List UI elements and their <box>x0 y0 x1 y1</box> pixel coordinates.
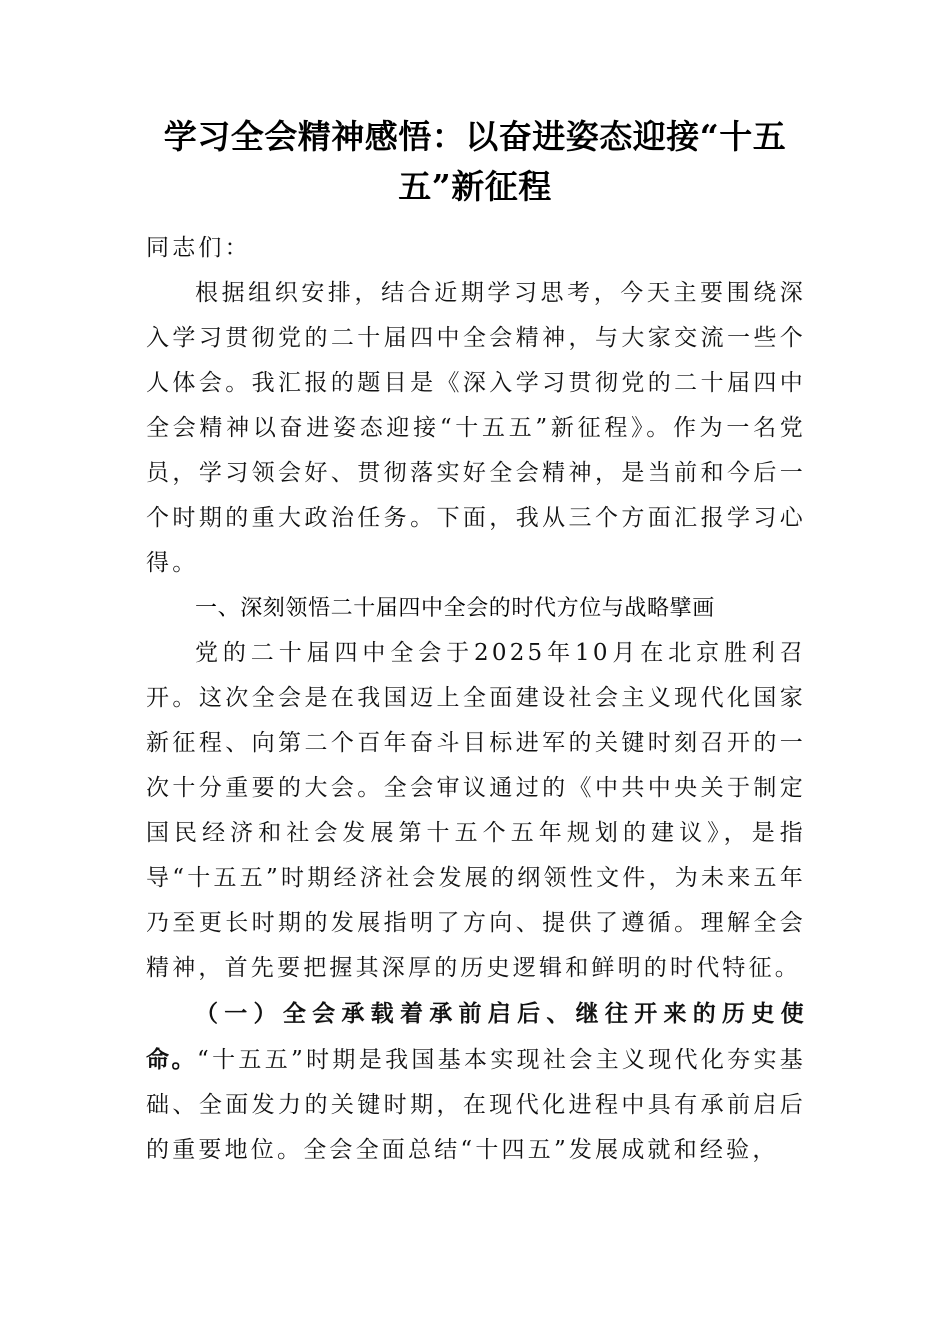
salutation: 同志们： <box>146 235 251 261</box>
document-body <box>146 226 806 1173</box>
section-heading-1: 一、深刻领悟二十届四中全会的时代方位与战略擘画 <box>195 596 715 621</box>
document-title: 学习全会精神感悟：以奋进姿态迎接“十五五”新征程 <box>163 117 787 206</box>
subsection-1-lead: （一）全会承载着承前启后、继往开来的历史使命。 <box>146 1000 806 1073</box>
subsection-1-text: “十五五”时期是我国基本实现社会主义现代化夯实基础、全面发力的关键时期，在现代化进程中具有承前启后的重要地位。全会全面总结“十四五”发展成就和经验， <box>146 1047 806 1163</box>
subsection-1-paragraph <box>146 991 806 1173</box>
intro-paragraph: 根据组织安排，结合近期学习思考，今天主要围绕深入学习贯彻党的二十届四中全会精神，与大家交流一些个人体会。我汇报的题目是《深入学习贯彻党的二十届四中全会精神以奋进姿态迎接“十五五”新征程》。作为一名党员，学习领会好、贯彻落实好全会精神，是当前和今后一个时期的重大政治任务。下面，我从三个方面汇报学习心得。 <box>146 280 806 576</box>
section-1-paragraph: 党的二十届四中全会于2025年10月在北京胜利召开。这次全会是在我国迈上全面建设社会主义现代化国家新征程、向第二个百年奋斗目标进军的关键时刻召开的一次十分重要的大会。全会审议通过的《中共中央关于制定国民经济和社会发展第十五个五年规划的建议》，是指导“十五五”时期经济社会发展的纲领性文件，为未来五年乃至更长时期的发展指明了方向、提供了遵循。理解全会精神，首先要把握其深厚的历史逻辑和鲜明的时代特征。 <box>146 640 806 981</box>
